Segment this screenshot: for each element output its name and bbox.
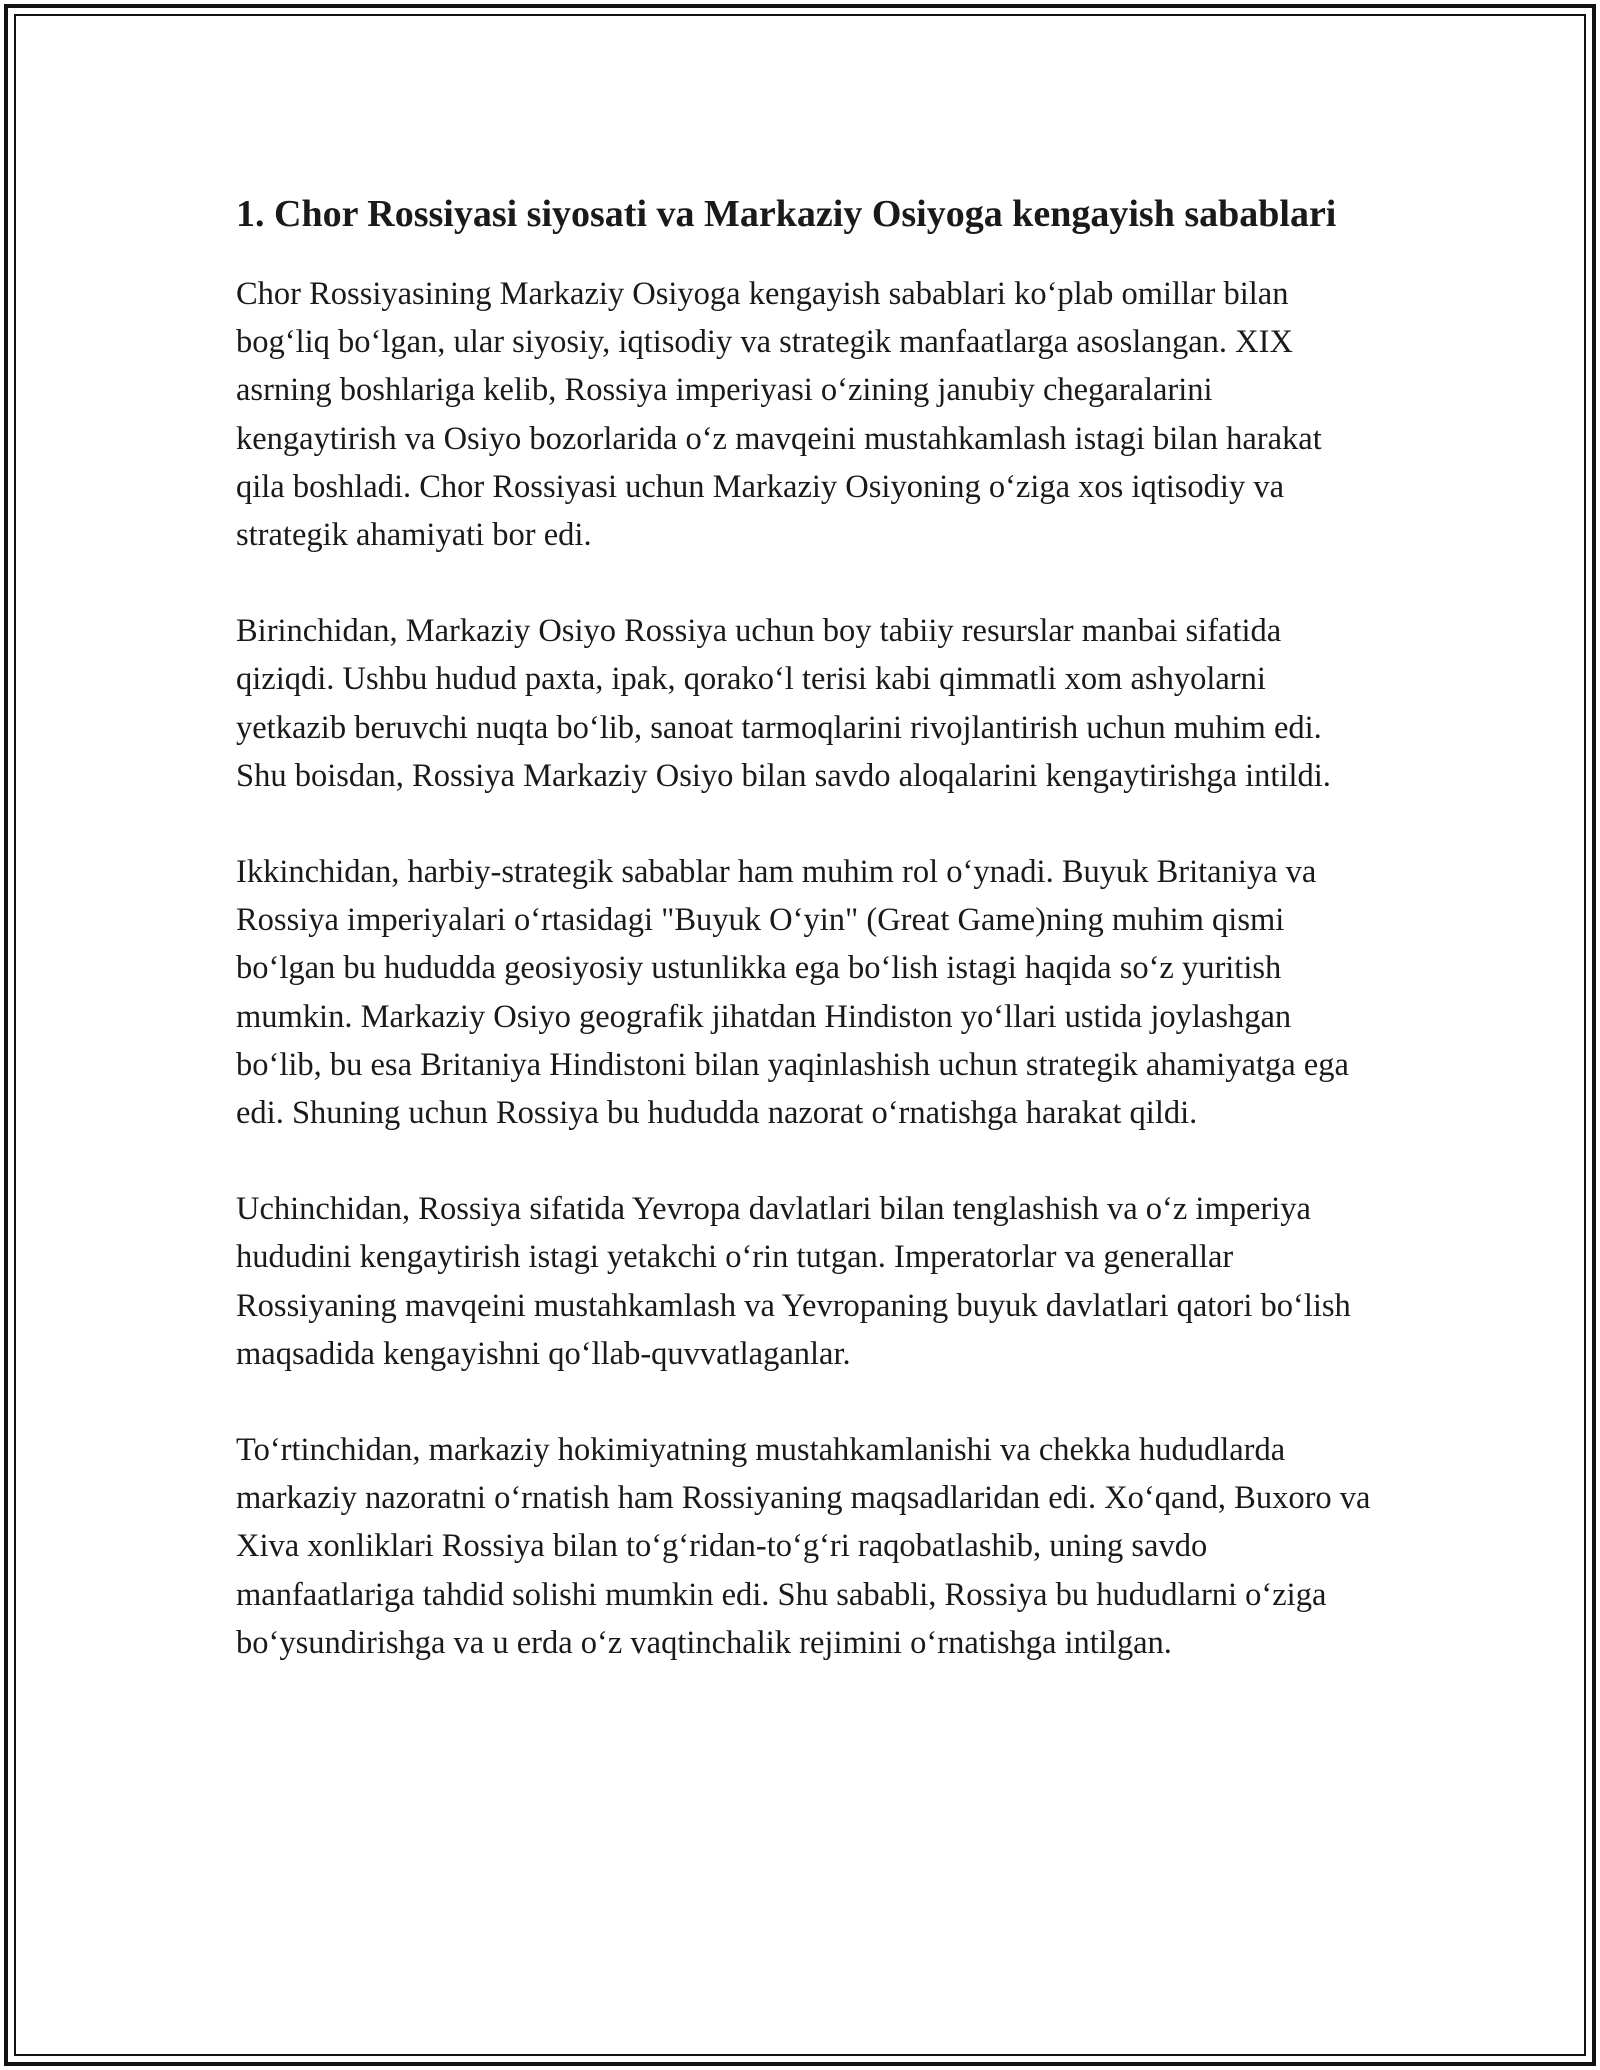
paragraph-first-reason: Birinchidan, Markaziy Osiyo Rossiya uchun boy tabiiy resurslar manbai sifatida qiziqdi. Ushbu hudud paxta, ipak, qorako‘l terisi kabi qimmatli xom ashyolarni yetkazib beruvchi nuqta bo‘lib, sanoat tarmoqlarini rivojlantirish uchun muhim edi. Shu boisdan, Rossiya Markaziy Osiyo bilan savdo aloqalarini kengaytirishga intildi. xyxy=(236,613,1331,794)
document-body xyxy=(236,186,1376,1667)
paragraph-third-reason: Uchinchidan, Rossiya sifatida Yevropa davlatlari bilan tenglashish va o‘z imperiya hududini kengaytirish istagi yetakchi o‘rin tutgan. Imperatorlar va generallar Rossiyaning mavqeini mustahkamlash va Yevropaning buyuk davlatlari qatori bo‘lish maqsadida kengayishni qo‘llab-quvvatlaganlar. xyxy=(236,1191,1351,1372)
paragraph-introduction: Chor Rossiyasining Markaziy Osiyoga kengayish sabablari ko‘plab omillar bilan bog‘liq bo‘lgan, ular siyosiy, iqtisodiy va strategik manfaatlarga asoslangan. XIX asrning boshlariga kelib, Rossiya imperiyasi o‘zining janubiy chegaralarini kengaytirish va Osiyo bozorlarida o‘z mavqeini mustahkamlash istagi bilan harakat qila boshladi. Chor Rossiyasi uchun Markaziy Osiyoning o‘ziga xos iqtisodiy va strategik ahamiyati bor edi. xyxy=(236,276,1322,554)
paragraph-fourth-reason: To‘rtinchidan, markaziy hokimiyatning mustahkamlanishi va chekka hududlarda markaziy nazoratni o‘rnatish ham Rossiyaning maqsadlaridan edi. Xo‘qand, Buxoro va Xiva xonliklari Rossiya bilan to‘g‘ridan-to‘g‘ri raqobatlashib, uning savdo manfaatlariga tahdid solishi mumkin edi. Shu sababli, Rossiya bu hududlarni o‘ziga bo‘ysundirishga va u erda o‘z vaqtinchalik rejimini o‘rnatishga intilgan. xyxy=(236,1432,1371,1661)
section-heading: 1. Chor Rossiyasi siyosati va Markaziy Osiyoga kengayish sabablari xyxy=(236,193,1337,235)
paragraph-second-reason: Ikkinchidan, harbiy-strategik sabablar ham muhim rol o‘ynadi. Buyuk Britaniya va Rossiya imperiyalari o‘rtasidagi "Buyuk O‘yin" (Great Game)ning muhim qismi bo‘lgan bu hududda geosiyosiy ustunlikka ega bo‘lish istagi haqida so‘z yuritish mumkin. Markaziy Osiyo geografik jihatdan Hindiston yo‘llari ustida joylashgan bo‘lib, bu esa Britaniya Hindistoni bilan yaqinlashish uchun strategik ahamiyatga ega edi. Shuning uchun Rossiya bu hududda nazorat o‘rnatishga harakat qildi. xyxy=(236,854,1349,1132)
